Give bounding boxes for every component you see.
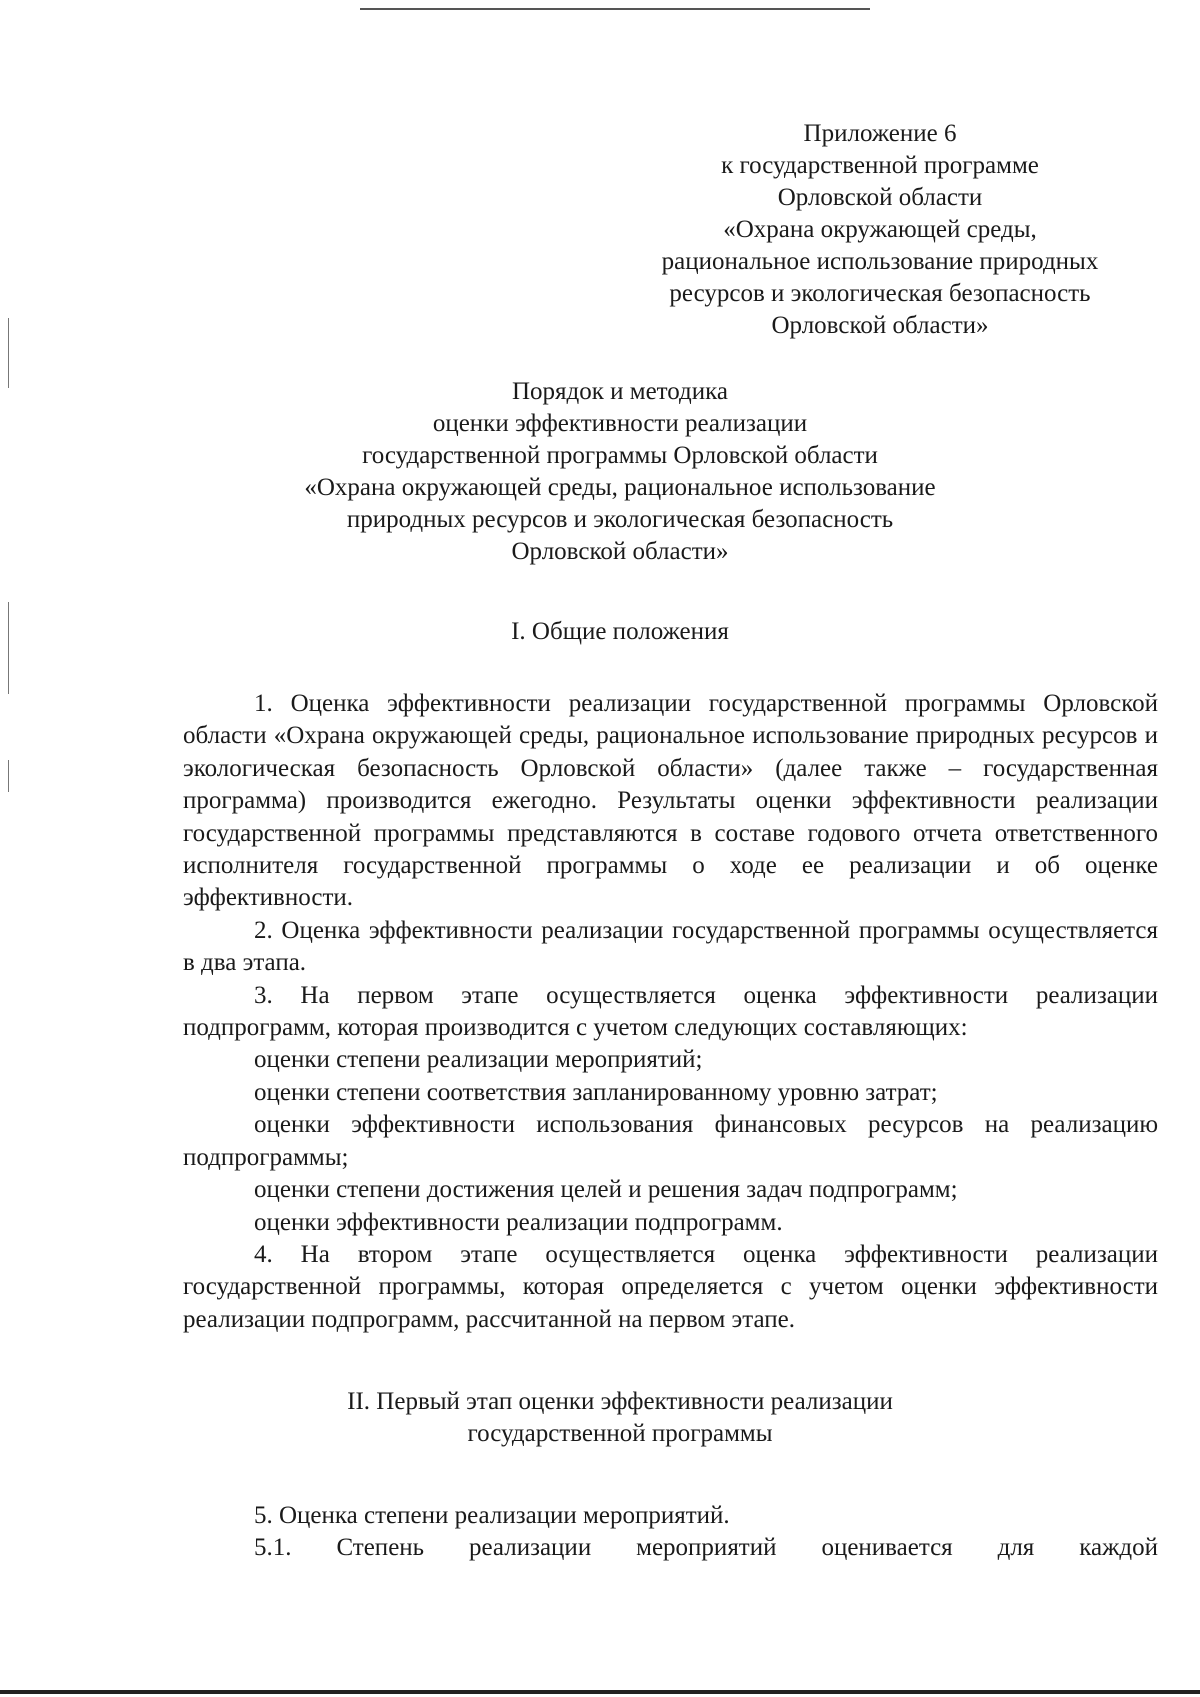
appendix-block [620,118,1140,342]
left-margin-mark [8,760,9,792]
appendix-line: Приложение 6 [803,120,957,147]
appendix-line: Орловской области [777,184,983,211]
section-2-body [183,1500,1158,1565]
list-item: оценки степени соответствия запланированному уровню затрат; [254,1078,938,1106]
paragraph: 1. Оценка эффективности реализации государственной программы Орловской области «Охрана окружающей среды, рациональное использование природных ресурсов и экологическая безопасность Орловской области» (далее также – государственная программа) производится ежегодно. Результаты оценки эффективности реализации государственной программы представляются в составе годового отчета ответственного исполнителя государственной программы о ходе ее реализации и об оценке эффективности. [183,690,1158,912]
paragraph: 5.1. Степень реализации мероприятий оценивается для каждой [254,1534,1158,1562]
appendix-line: рациональное использование природных [661,248,1099,275]
appendix-line: Орловской области» [771,312,989,339]
top-scan-rule [360,8,870,10]
paragraph: 3. На первом этапе осуществляется оценка эффективности реализации подпрограмм, которая производится с учетом следующих составляющих: [183,981,1158,1042]
section-heading-line: государственной программы [467,1420,773,1447]
paragraph: 5. Оценка степени реализации мероприятий. [254,1502,730,1529]
list-item: оценки степени реализации мероприятий; [254,1046,703,1074]
left-margin-mark [8,602,9,694]
paragraph: 4. На втором этапе осуществляется оценка эффективности реализации государственной программы, которая определяется с учетом оценки эффективности реализации подпрограмм, рассчитанной на первом этапе. [183,1240,1158,1333]
list-item: оценки эффективности использования финансовых ресурсов на реализацию подпрограммы; [183,1111,1158,1171]
section-1-heading [180,616,1060,648]
section-heading-line: II. Первый этап оценки эффективности реализации [347,1388,893,1415]
list-item: оценки степени достижения целей и решения задач подпрограмм; [254,1176,958,1204]
appendix-line: «Охрана окружающей среды, [723,216,1037,243]
title-line: Порядок и методика [511,378,729,405]
left-margin-mark [8,318,9,388]
title-line: государственной программы Орловской области [362,442,878,469]
section-1-body [183,688,1158,1336]
title-line: оценки эффективности реализации [432,410,808,437]
title-line: природных ресурсов и экологическая безопасность [346,506,894,533]
section-heading-line: I. Общие положения [511,618,729,645]
bottom-scan-rule [0,1690,1200,1694]
list-item: оценки эффективности реализации подпрограмм. [254,1208,783,1236]
title-line: «Охрана окружающей среды, рациональное использование [304,474,936,501]
document-title [180,376,1060,568]
appendix-line: ресурсов и экологическая безопасность [669,280,1091,307]
appendix-line: к государственной программе [721,152,1039,179]
title-line: Орловской области» [511,538,729,565]
paragraph: 2. Оценка эффективности реализации государственной программы осуществляется в два этапа. [183,916,1158,977]
section-2-heading [180,1386,1060,1450]
